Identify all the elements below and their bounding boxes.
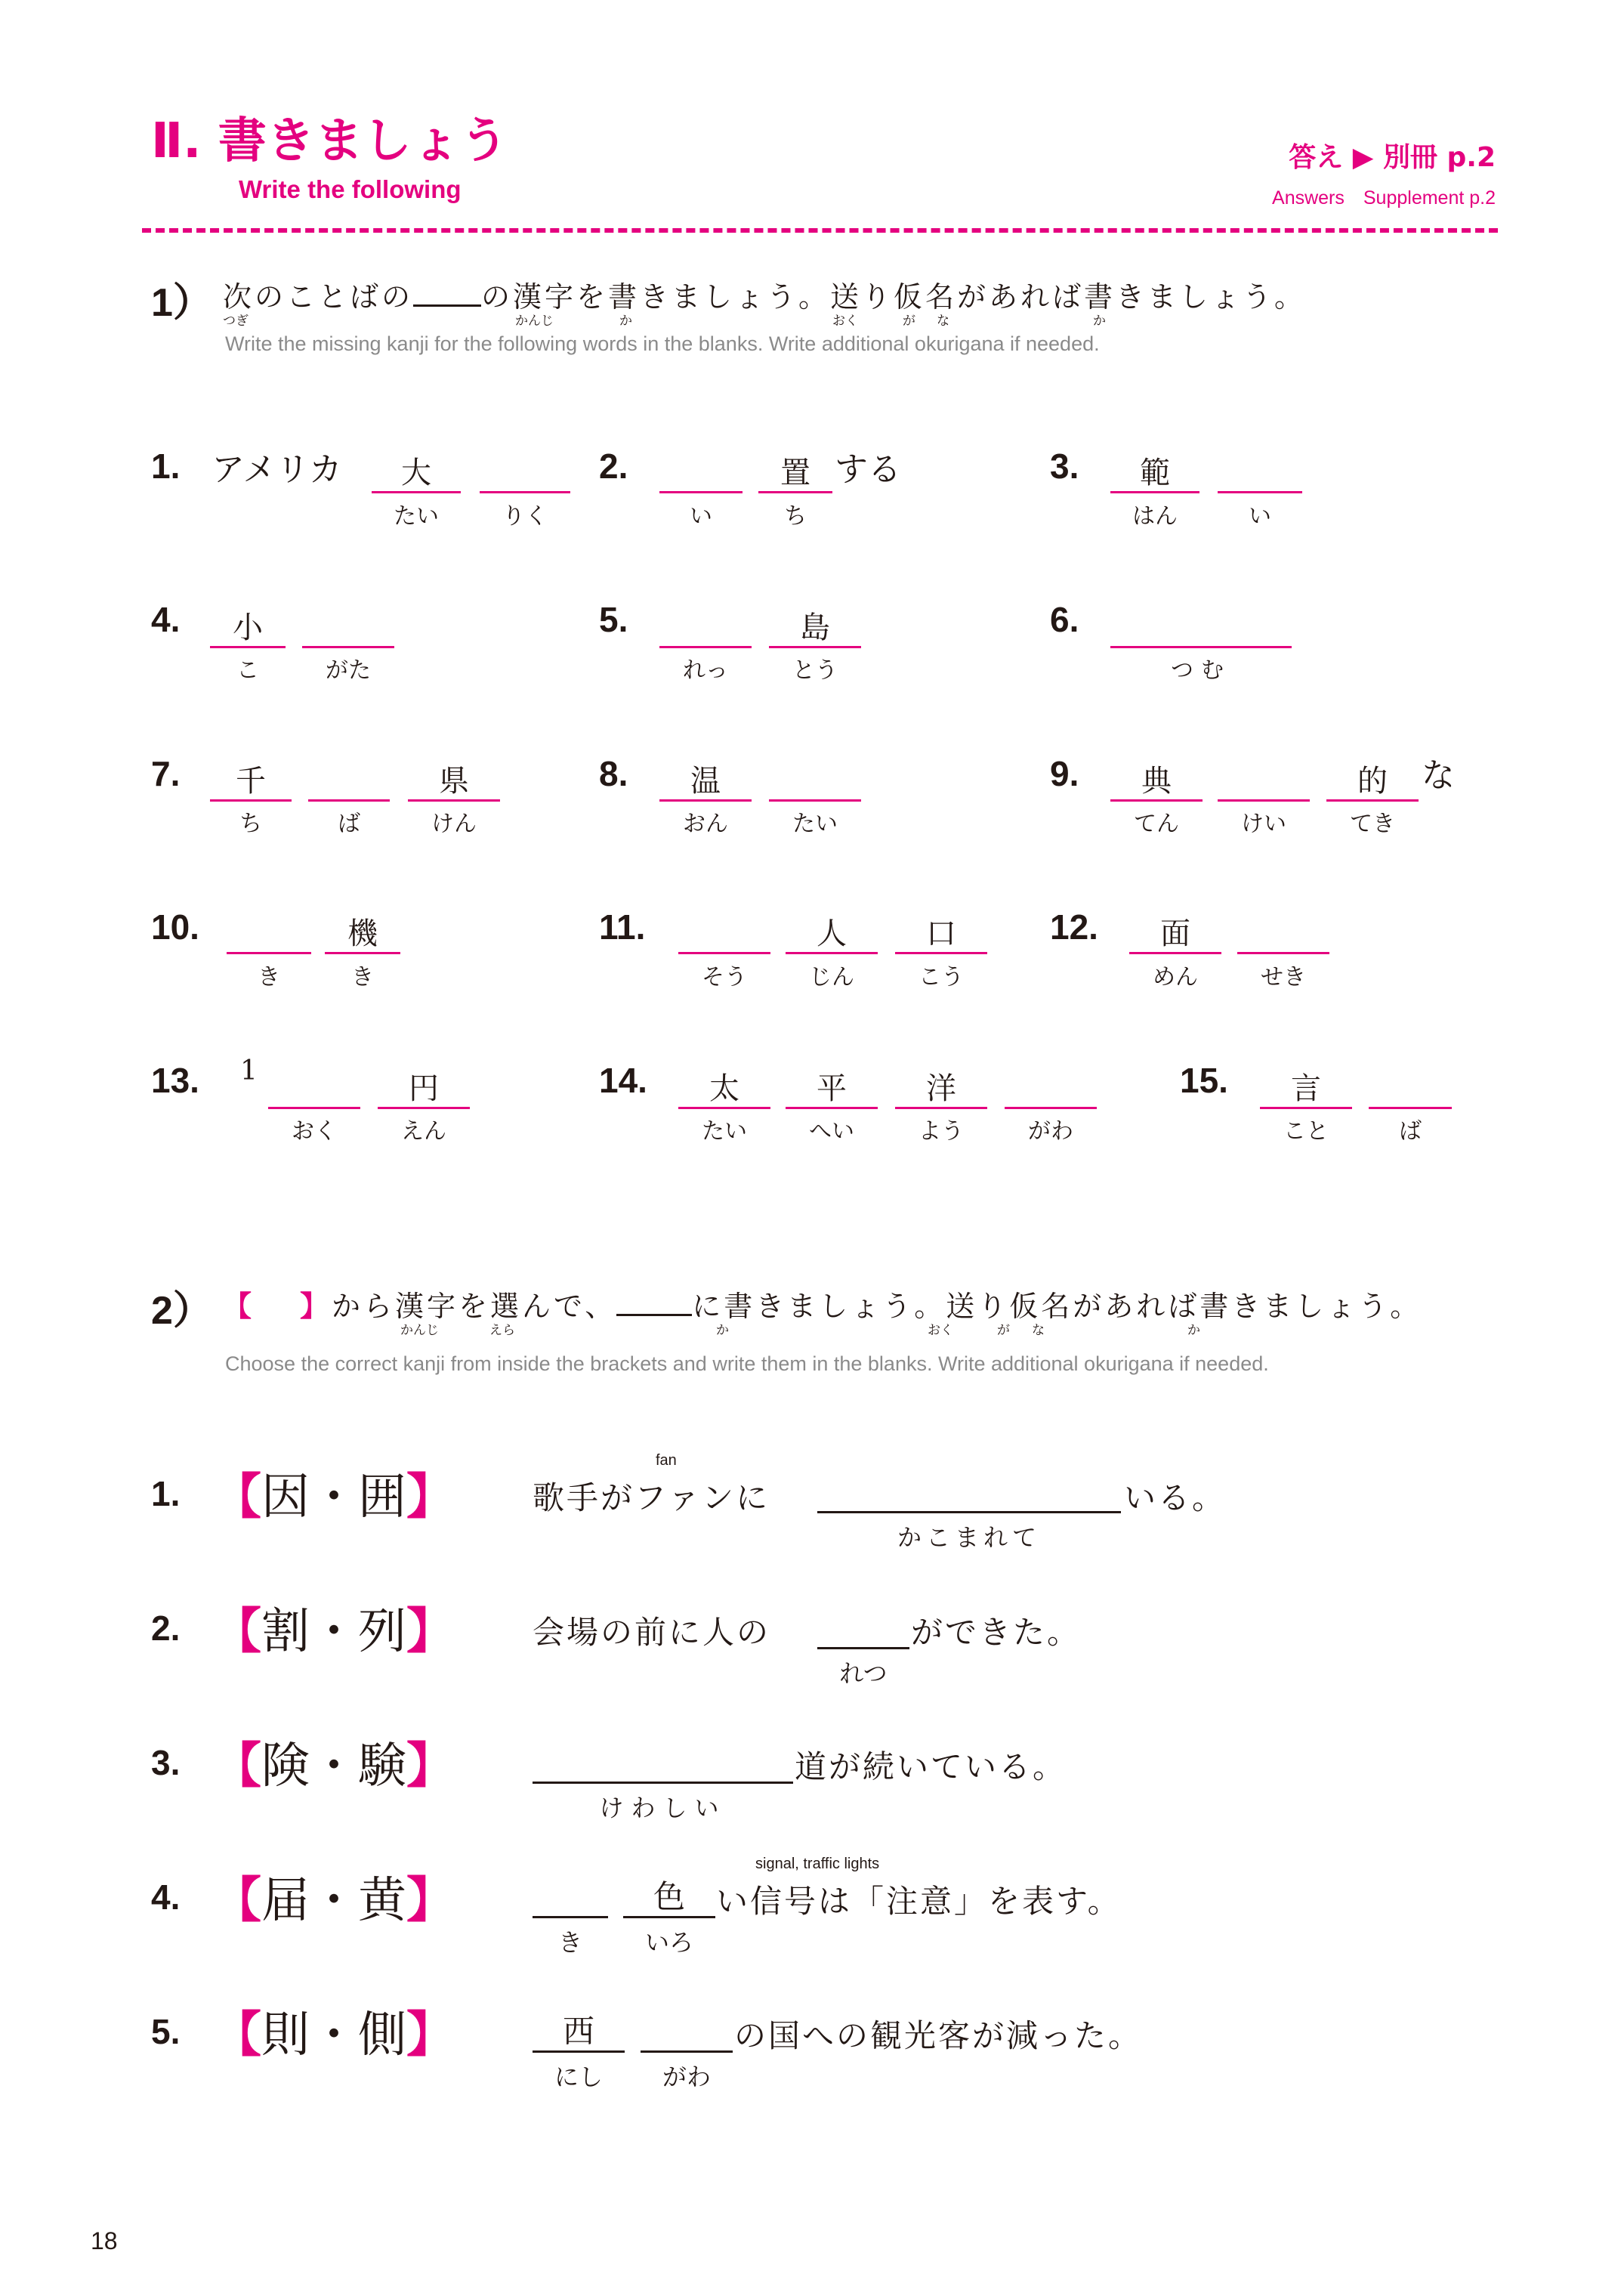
s2-q3-number: 3.	[151, 1743, 181, 1782]
q7-reading-1: ち	[239, 811, 262, 837]
q7-reading-3: けん	[431, 811, 477, 837]
instruction-blank	[413, 282, 481, 307]
q10-number: 10.	[151, 907, 199, 947]
s2-q3-choices: 【険・験】	[213, 1738, 455, 1794]
furigana-na-2: な	[1032, 1323, 1045, 1338]
s2-q4-blank-1[interactable]: き	[533, 1871, 608, 1918]
s2-q5-number: 5.	[151, 2012, 181, 2051]
q1-reading-2: りく	[502, 503, 548, 530]
q5-slot-1[interactable]	[659, 601, 752, 648]
q1-number: 1.	[151, 447, 181, 486]
q13-number: 13.	[151, 1061, 199, 1100]
furigana-kanji: かんじ	[515, 314, 554, 329]
q9-slot-3[interactable]: 的	[1326, 754, 1419, 802]
section1-english: Write the missing kanji for the following words in the blanks. Write additional okurigana if needed.	[225, 332, 1100, 355]
q1-reading-1: たい	[394, 503, 439, 530]
q15-reading-2: ば	[1399, 1118, 1422, 1145]
q11-number: 11.	[599, 907, 646, 947]
q11-reading-3: こう	[919, 964, 964, 990]
furigana-ka-2: か	[716, 1323, 729, 1338]
q9-slot-1[interactable]: 典	[1110, 754, 1203, 802]
s2-q2-choices: 【割・列】	[213, 1603, 455, 1660]
q3-reading-2: い	[1249, 503, 1271, 530]
q8-slot-2[interactable]	[769, 754, 861, 802]
q2-slot-2[interactable]: 置	[758, 446, 832, 493]
q7-slot-1[interactable]: 千	[210, 754, 292, 802]
s2-q4-blank-2[interactable]: 色 いろ	[623, 1871, 715, 1918]
s2-q4-number: 4.	[151, 1877, 181, 1917]
s2-q1-number: 1.	[151, 1474, 181, 1513]
s2-q5-blank-2[interactable]: がわ	[641, 2005, 733, 2053]
furigana-ga: が	[903, 314, 915, 329]
s2-q2-sentence-before: 会場の前に人の	[533, 1614, 771, 1651]
q11-reading-2: じん	[809, 964, 854, 990]
q14-slot-4[interactable]	[1005, 1062, 1097, 1109]
q14-reading-4: がわ	[1028, 1118, 1073, 1145]
furigana-oku-2: おく	[928, 1323, 953, 1338]
q12-reading-1: めん	[1153, 964, 1198, 990]
q14-reading-3: よう	[919, 1118, 964, 1145]
q5-reading-1: れっ	[683, 657, 728, 684]
q9-reading-3: てき	[1350, 811, 1395, 837]
q12-slot-1[interactable]: 面	[1129, 907, 1221, 954]
s2-q1-sentence-after: いる。	[1124, 1479, 1227, 1516]
q15-number: 15.	[1180, 1061, 1228, 1100]
s2-q5-choices: 【則・側】	[213, 2007, 455, 2063]
q4-slot-1[interactable]: 小	[210, 601, 286, 648]
q11-slot-3[interactable]: 口	[895, 907, 987, 954]
furigana-era: えら	[489, 1323, 515, 1338]
q12-number: 12.	[1050, 907, 1098, 947]
q8-number: 8.	[599, 754, 628, 793]
s2-q5-sentence-after: の国への観光客が減った。	[734, 2017, 1143, 2054]
q14-reading-1: たい	[702, 1118, 747, 1145]
q8-reading-1: おん	[683, 811, 728, 837]
q3-slot-1[interactable]: 範	[1110, 446, 1199, 493]
q14-number: 14.	[599, 1061, 647, 1100]
s2-q4-sentence-after: い信号は「注意」を表す。	[716, 1883, 1122, 1920]
q6-number: 6.	[1050, 600, 1079, 639]
s2-q1-blank[interactable]: かこまれて	[817, 1466, 1121, 1513]
q4-number: 4.	[151, 600, 181, 639]
page-number: 18	[91, 2227, 118, 2254]
section2-instruction: 【 】から漢字を選んで、 に書きましょう。送り仮名があれば書きましょう。	[223, 1289, 1422, 1323]
q6-reading-1: つむ	[1171, 657, 1231, 684]
s2-q3-blank[interactable]: けわしい	[533, 1736, 793, 1784]
q1-slot-2[interactable]	[480, 446, 570, 493]
q10-slot-2[interactable]: 機	[325, 907, 400, 954]
furigana-ga-2: が	[997, 1323, 1010, 1338]
q9-reading-1: てん	[1134, 811, 1179, 837]
s2-q1-sentence-before: 歌手がファンに	[533, 1479, 770, 1516]
q4-reading-1: こ	[236, 657, 259, 684]
q3-number: 3.	[1050, 447, 1079, 486]
q9-number: 9.	[1050, 754, 1079, 793]
q10-slot-1[interactable]	[227, 907, 311, 954]
answer-reference: 答え ▶ 別冊 p.2	[1289, 142, 1496, 173]
furigana-ka2-2: か	[1187, 1323, 1200, 1338]
answer-reference-english: Answers Supplement p.2	[1272, 187, 1496, 209]
q15-slot-1[interactable]: 言	[1260, 1062, 1352, 1109]
q7-reading-2: ば	[338, 811, 360, 837]
q2-reading-2: ち	[784, 503, 807, 530]
s2-q2-blank[interactable]: れつ	[817, 1602, 909, 1649]
q10-reading-2: き	[351, 964, 374, 990]
s2-q5-blank-1[interactable]: 西 にし	[533, 2005, 625, 2053]
s2-q2-sentence-after: ができた。	[911, 1614, 1082, 1651]
page-title: Ⅱ. 書きましょう	[151, 113, 508, 169]
q6-slot-1[interactable]	[1110, 601, 1292, 648]
q10-reading-1: き	[258, 964, 280, 990]
q15-slot-2[interactable]	[1369, 1062, 1452, 1109]
q11-slot-2[interactable]: 人	[786, 907, 878, 954]
q14-slot-1[interactable]: 太	[678, 1062, 770, 1109]
q5-reading-2: とう	[792, 657, 838, 684]
q4-slot-2[interactable]	[302, 601, 394, 648]
q3-slot-2[interactable]	[1218, 446, 1302, 493]
s2-q1-note: fan	[656, 1452, 677, 1469]
q9-slot-2[interactable]	[1218, 754, 1310, 802]
section1-instruction: 次のことばの の漢字を書きましょう。送り仮名があれば書きましょう。	[223, 280, 1307, 314]
q7-number: 7.	[151, 754, 181, 793]
s2-q4-choices: 【届・黄】	[213, 1872, 455, 1929]
q11-reading-1: そう	[702, 964, 747, 990]
q1-prefix: アメリカ	[211, 450, 342, 489]
q9-suffix: な	[1422, 756, 1455, 795]
q2-suffix: する	[835, 450, 901, 489]
s2-q3-sentence-after: 道が続いている。	[795, 1748, 1067, 1785]
q13-slot-2[interactable]: 円	[378, 1062, 470, 1109]
q5-number: 5.	[599, 600, 628, 639]
furigana-tsugi: つぎ	[223, 314, 249, 329]
q12-slot-2[interactable]	[1237, 907, 1329, 954]
furigana-ka: か	[619, 314, 632, 329]
furigana-ka2: か	[1093, 314, 1106, 329]
q7-slot-2[interactable]	[308, 754, 390, 802]
section2-english: Choose the correct kanji from inside the brackets and write them in the blanks. Write additional okurigana if needed.	[225, 1352, 1269, 1375]
instruction-blank-2	[616, 1291, 692, 1316]
q1-slot-1[interactable]: 大	[372, 446, 461, 493]
q14-slot-3[interactable]: 洋	[895, 1062, 987, 1109]
q8-reading-2: たい	[792, 811, 838, 837]
furigana-oku: おく	[832, 314, 858, 329]
header-divider	[142, 228, 1498, 233]
furigana-na: な	[937, 314, 949, 329]
q15-reading-1: こと	[1283, 1118, 1329, 1145]
q14-slot-2[interactable]: 平	[786, 1062, 878, 1109]
q13-slot-1[interactable]	[268, 1062, 360, 1109]
q13-reading-1: おく	[292, 1118, 337, 1145]
section2-number: 2）	[151, 1289, 212, 1333]
q12-reading-2: せき	[1261, 964, 1306, 990]
section1-number: 1）	[151, 281, 212, 325]
q2-slot-1[interactable]	[659, 446, 743, 493]
q9-reading-2: けい	[1241, 811, 1286, 837]
q4-reading-2: がた	[326, 657, 371, 684]
q7-slot-3[interactable]: 県	[408, 754, 500, 802]
q14-reading-2: へい	[809, 1118, 854, 1145]
q5-slot-2[interactable]: 島	[769, 601, 861, 648]
page-subtitle: Write the following	[239, 175, 462, 203]
q2-reading-1: い	[690, 503, 712, 530]
s2-q4-note: signal, traffic lights	[755, 1856, 880, 1872]
furigana-kanji-2: かんじ	[400, 1323, 439, 1338]
q13-prefix: 1	[240, 1055, 258, 1086]
q8-slot-1[interactable]: 温	[659, 754, 752, 802]
q13-reading-2: えん	[401, 1118, 446, 1145]
s2-q1-choices: 【因・囲】	[213, 1469, 455, 1525]
q11-slot-1[interactable]	[678, 907, 770, 954]
q3-reading-1: はん	[1132, 503, 1178, 530]
q2-number: 2.	[599, 447, 628, 486]
s2-q2-number: 2.	[151, 1608, 181, 1648]
